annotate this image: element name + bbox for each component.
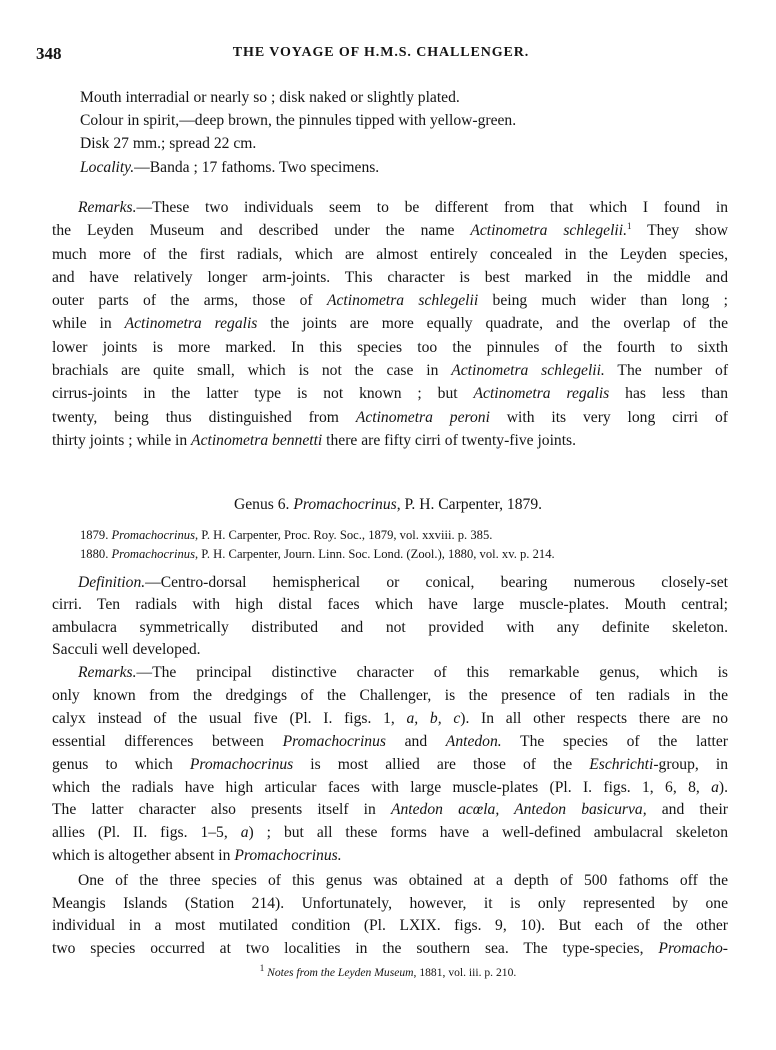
text-line: Locality.—Banda ; 17 fathoms. Two specimens.	[80, 158, 380, 176]
text-line: cirrus-joints in the latter type is not known ; but Actinometra regalis has less than	[52, 385, 728, 403]
text-line: Disk 27 mm.; spread 22 cm.	[80, 135, 257, 153]
genus-heading: Genus 6. Promachocrinus, P. H. Carpenter, 1879.	[233, 496, 543, 513]
footnote: $^1$ Notes from the Leyden Museum, 1881, vol. iii. p. 210.	[259, 963, 517, 979]
text-line: Mouth interradial or nearly so ; disk naked or slightly plated.	[80, 89, 460, 106]
text-line: lower joints is more marked. In this species too the pinnules of the fourth to sixth	[52, 338, 728, 356]
remarks-label: Remarks.	[78, 199, 137, 216]
text-line: while in Actinometra regalis the joints are more equally quadrate, and the overlap of the	[52, 315, 728, 333]
text-line: The latter character also presents itself in Antedon acœla, Antedon basicurva, and their	[52, 801, 728, 819]
text-line: much more of the first radials, which are almost entirely concealed in the Leyden species,	[52, 245, 728, 263]
text-line: calyx instead of the usual five (Pl. I. figs. 1, a, b, c). In all other respects there are no	[52, 709, 729, 727]
text-line: thirty joints ; while in Actinometra bennetti there are fifty cirri of twenty-five joints.	[52, 431, 576, 449]
text-line: essential differences between Promachocrinus and Antedon. The species of the latter	[52, 732, 729, 750]
definition-paragraph	[52, 572, 728, 662]
text-line: One of the three species of this genus was obtained at a depth of 500 fathoms off the	[78, 872, 728, 889]
footnote-ref: 1	[626, 221, 632, 232]
text-line: Remarks.—These two individuals seem to be different from that which I found in	[78, 199, 728, 216]
text-line: twenty, being thus distinguished from Actinometra peroni with its very long cirri of	[52, 408, 728, 426]
text-line: brachials are quite small, which is not the case in Actinometra schlegelii. The number of	[52, 362, 729, 380]
species-description	[80, 86, 680, 179]
genus-name: Promachocrinus	[293, 496, 397, 513]
text-line: ambulacra symmetrically distributed and not provided with any definite skeleton.	[52, 618, 728, 636]
text-line: Meangis Islands (Station 214). Unfortunately, however, it is only represented by one	[52, 894, 728, 912]
species-paragraph	[52, 870, 728, 960]
text-line: Remarks.—The principal distinctive character of this remarkable genus, which is	[78, 664, 728, 681]
text-line: Colour in spirit,—deep brown, the pinnules tipped with yellow-green.	[80, 112, 517, 130]
text-line: allies (Pl. II. figs. 1–5, a) ; but all these forms have a well-defined ambulacral skeleton	[52, 824, 728, 842]
running-title: THE VOYAGE OF H.M.S. CHALLENGER.	[232, 45, 530, 60]
text-line: outer parts of the arms, those of Actinometra schlegelii being much wider than long ;	[52, 292, 728, 310]
text-line: two species occurred at two localities in the southern sea. The type-species, Promacho-	[52, 939, 728, 957]
reference-item: 1880. Promachocrinus, P. H. Carpenter, Journ. Linn. Soc. Lond. (Zool.), 1880, vol. xv. p. 214.	[80, 547, 555, 561]
definition-label: Definition.	[78, 574, 146, 591]
remarks-label: Remarks.	[78, 664, 137, 681]
synonymy-references	[80, 526, 555, 564]
text-line: the Leyden Museum and described under the name Actinometra schlegelii.$^1$ They show	[52, 221, 729, 240]
text-line: individual in a most mutilated condition (Pl. LXIX. figs. 9, 10). But each of the other	[52, 917, 728, 934]
text-line: cirri. Ten radials with high distal faces which have large muscle-plates. Mouth central;	[52, 596, 728, 614]
footnote-mark: 1	[259, 963, 265, 974]
text-line: and have relatively longer arm-joints. This character is best marked in the middle and	[52, 268, 728, 286]
text-line: Definition.—Centro-dorsal hemispherical or conical, bearing numerous closely-set	[78, 574, 728, 591]
text-line: Sacculi well developed.	[52, 641, 201, 659]
remarks-paragraph	[52, 196, 728, 452]
remarks-paragraph	[52, 662, 728, 868]
text-line: which the radials have high articular faces with large muscle-plates (Pl. I. figs. 1, 6, 8, a).	[52, 778, 728, 796]
text-line: genus to which Promachocrinus is most allied are those of the Eschrichti-group, in	[52, 755, 729, 773]
locality-label: Locality.	[80, 158, 135, 176]
text-line: which is altogether absent in Promachocrinus.	[52, 847, 342, 865]
reference-item: 1879. Promachocrinus, P. H. Carpenter, Proc. Roy. Soc., 1879, vol. xxviii. p. 385.	[80, 528, 493, 542]
footnote-title: Notes from the Leyden Museum	[267, 966, 414, 979]
text-line: only known from the dredgings of the Challenger, is the presence of ten radials in the	[52, 686, 728, 704]
page-header	[36, 44, 726, 70]
page-number: 348	[36, 44, 62, 63]
